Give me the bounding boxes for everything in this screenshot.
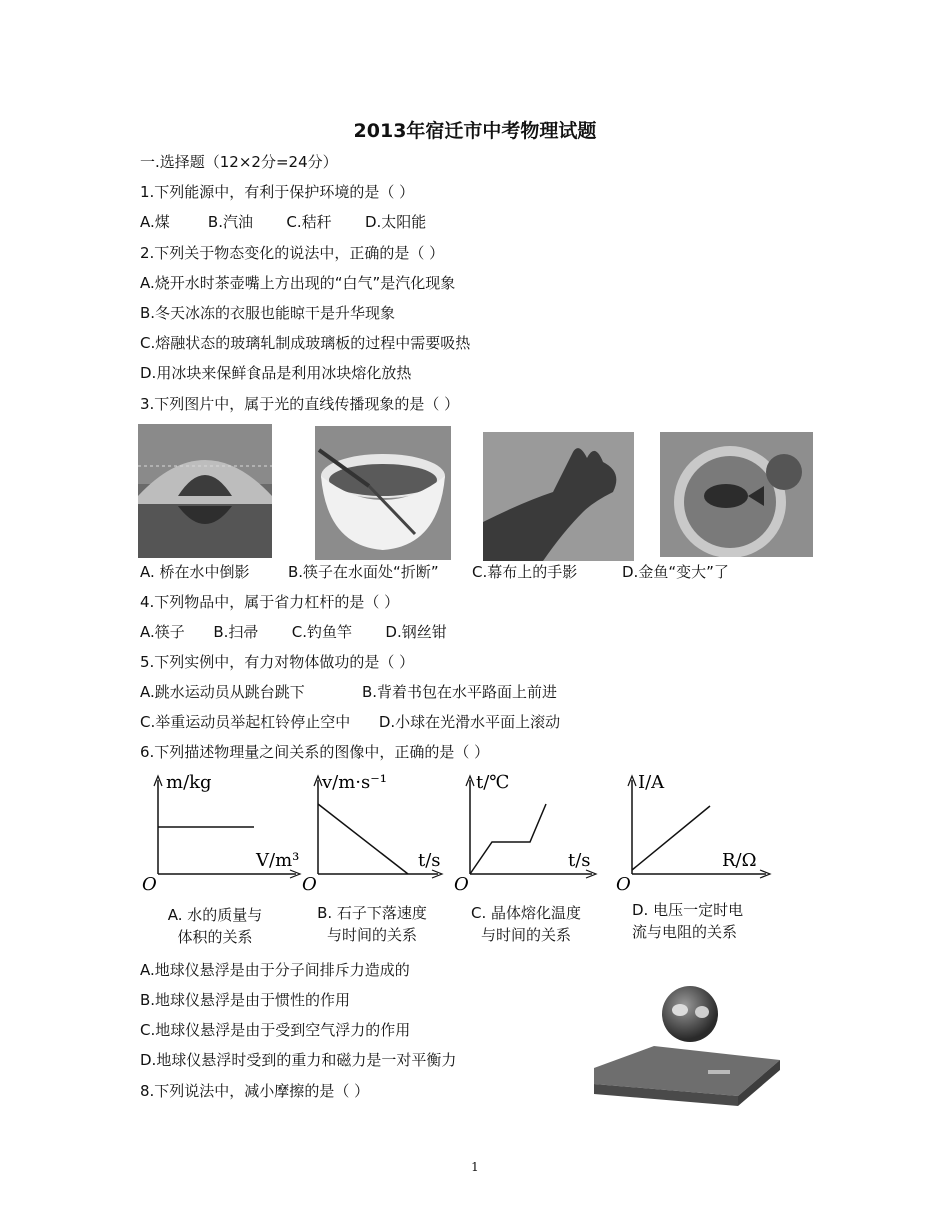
q6-stem: 6.下列描述物理量之间关系的图像中，正确的是（ ） [140,743,490,761]
q3-stem: 3.下列图片中，属于光的直线传播现象的是（ ） [140,395,460,413]
chopstick-bowl-photo [315,426,451,560]
page-number: 1 [471,1160,479,1174]
q2-stem: 2.下列关于物态变化的说法中，正确的是（ ） [140,244,445,262]
graph-a-x-label: V/m³ [256,850,300,871]
q3-caption-d: D.金鱼“变大”了 [622,563,729,581]
graph-d-y-label: I/A [638,772,665,793]
q3-caption-b: B.筷子在水面处“折断” [288,563,439,581]
goldfish-bowl-photo [660,432,813,557]
bridge-reflection-photo [138,424,272,558]
graph-c-y-label: t/℃ [476,772,510,793]
graph-d-caption-line2: 流与电阻的关系 [632,923,738,941]
graph-d-current-resistance [614,766,774,896]
q2-option-c: C.熔融状态的玻璃轧制成玻璃板的过程中需要吸热 [140,334,471,352]
graph-c-caption [460,902,592,946]
q5-stem: 5.下列实例中，有力对物体做功的是（ ） [140,653,415,671]
graph-a-mass-volume [136,766,306,896]
graph-a-origin: O [142,874,157,895]
graph-c-temperature-time [452,766,602,896]
graph-a-caption [150,904,280,948]
graph-d-origin: O [616,874,631,895]
graph-d-caption [632,899,764,943]
graph-b-caption-line1: B. 石子下落速度 [317,904,427,922]
q1-options: A.煤 B.汽油 C.秸秆 D.太阳能 [140,213,427,231]
graph-c-x-label: t/s [568,850,591,871]
graph-b-caption-line2: 与时间的关系 [326,926,417,944]
section-heading: 一.选择题（12×2分=24分） [140,153,338,171]
page-title: 2013年宿迁市中考物理试题 [353,120,597,142]
q7-option-a: A.地球仪悬浮是由于分子间排斥力造成的 [140,961,410,979]
hand-shadow-photo [483,432,634,561]
q2-option-b: B.冬天冰冻的衣服也能晾干是升华现象 [140,304,396,322]
graph-c-origin: O [454,874,469,895]
graph-b-origin: O [302,874,317,895]
graph-b-velocity-time [298,766,448,896]
graph-a-caption-line2: 体积的关系 [177,928,253,946]
q3-caption-c: C.幕布上的手影 [472,563,578,581]
graph-d-caption-line1: D. 电压一定时电 [632,901,744,919]
q4-options: A.筷子 B.扫帚 C.钓鱼竿 D.钢丝钳 [140,623,447,641]
q7-option-d: D.地球仪悬浮时受到的重力和磁力是一对平衡力 [140,1051,457,1069]
graph-d-x-label: R/Ω [722,850,757,871]
q2-option-a: A.烧开水时茶壶嘴上方出现的“白气”是汽化现象 [140,274,456,292]
graph-c-caption-line2: 与时间的关系 [480,926,571,944]
q4-stem: 4.下列物品中，属于省力杠杆的是（ ） [140,593,400,611]
graph-a-y-label: m/kg [166,772,212,793]
levitating-globe-photo [594,984,780,1110]
graph-b-y-label: v/m·s⁻¹ [322,772,387,793]
graph-b-caption [306,902,438,946]
q5-options-row2: C.举重运动员举起杠铃停止空中 D.小球在光滑水平面上滚动 [140,713,561,731]
q1-stem: 1.下列能源中，有利于保护环境的是（ ） [140,183,415,201]
q7-option-c: C.地球仪悬浮是由于受到空气浮力的作用 [140,1021,411,1039]
q8-stem: 8.下列说法中，减小摩擦的是（ ） [140,1082,370,1100]
graph-b-x-label: t/s [418,850,441,871]
q3-caption-a: A. 桥在水中倒影 [140,563,250,581]
graph-c-caption-line1: C. 晶体熔化温度 [470,904,581,922]
q5-options-row1: A.跳水运动员从跳台跳下 B.背着书包在水平路面上前进 [140,683,558,701]
graph-a-caption-line1: A. 水的质量与 [167,906,263,924]
q7-option-b: B.地球仪悬浮是由于惯性的作用 [140,991,351,1009]
q2-option-d: D.用冰块来保鲜食品是利用冰块熔化放热 [140,364,412,382]
